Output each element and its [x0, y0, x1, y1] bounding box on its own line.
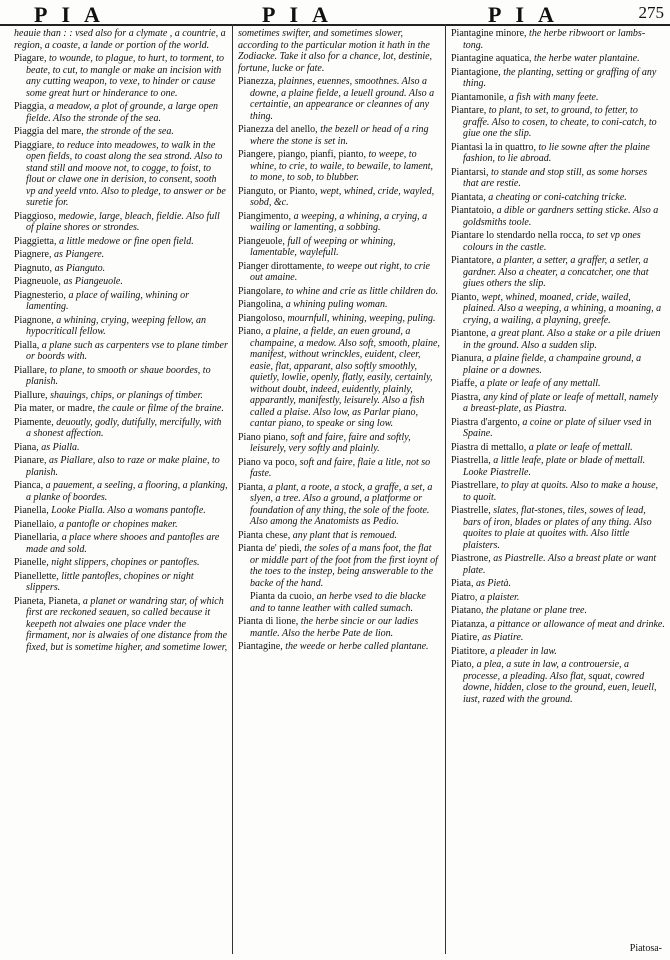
definition: the herbe water plantaine.	[534, 53, 640, 64]
dictionary-entry	[238, 211, 442, 234]
header-word-left: PIA	[34, 2, 114, 27]
dictionary-entry	[451, 632, 665, 644]
dictionary-entry	[451, 230, 665, 253]
definition: plainnes, euennes, smoothnes. Also a downe, a plaine fielde, a leuell ground. Also a certaintie, an appearance or cleannes of any thing.	[250, 76, 435, 122]
definition: night slippers, chopines or pantofles.	[51, 557, 200, 568]
running-header	[0, 0, 670, 27]
dictionary-entry	[238, 432, 442, 455]
definition: the stronde of the sea.	[86, 126, 174, 137]
headword: Piantasi la in quattro,	[451, 141, 539, 153]
dictionary-entry	[451, 659, 665, 705]
headword: Piamente,	[14, 416, 57, 428]
headword: Piagnone,	[14, 314, 57, 326]
definition: a plane such as carpenters vse to plane timber or boords with.	[26, 339, 228, 362]
definition: a plaister.	[479, 591, 520, 603]
definition: soft and faire, faire and softly, leisurely, very softly and plainly.	[250, 431, 411, 454]
headword: Piatro,	[451, 591, 480, 603]
headword: Piaggia,	[14, 101, 49, 112]
dictionary-entry	[451, 417, 665, 440]
headword: Pianta di lione,	[238, 616, 301, 627]
dictionary-entry	[451, 167, 665, 190]
definition: Looke Pialla. Also a womans pantofle.	[51, 505, 206, 516]
dictionary-entry	[14, 455, 228, 478]
headword: Piantagione,	[451, 66, 504, 78]
definition: to wounde, to plague, to hurt, to torment, to beate, to cut, to mangle or make an incision with any cutting weapon, to vexe, to hinder or cause some great hurt or hinderance to one.	[26, 53, 224, 99]
headword: Piagnere,	[14, 249, 54, 260]
definition: as Piastrelle. Also a breast plate or want plate.	[463, 553, 657, 576]
definition: a cheating or coni-catching tricke.	[488, 191, 627, 203]
headword: Piagneuole,	[14, 276, 64, 287]
headword: Pianelle,	[14, 557, 52, 568]
headword: Pianta de' piedi,	[238, 543, 305, 554]
headword: Pia mater, or madre,	[14, 403, 98, 414]
definition: to plant, to set, to ground, to fetter, to graffe. Also to cosen, to cheate, to coni-catch, to giue one the slip.	[463, 105, 657, 139]
definition: heauie than : : vsed also for a clymate , a countrie, a region, a coaste, a lande or portion of the world.	[14, 28, 226, 51]
dictionary-entry	[451, 192, 665, 204]
definition: soft and faire, flaie a litle, not so faste.	[250, 456, 431, 479]
headword: Piantata,	[451, 191, 489, 203]
headword: Piantone,	[451, 328, 491, 339]
dictionary-entry	[451, 67, 665, 90]
headword: Pianta chese,	[238, 529, 293, 541]
dictionary-entry	[14, 140, 228, 209]
definition: to reduce into meadowes, to walk in the open fields, to coast along the sea strond. Also to stand still and moove not, to cogge, to foist, to flout or clawe one in derision, to consent, sooth vp and yeeld vnto. Also to pledge, to answer or be suretie for.	[26, 139, 226, 208]
definition: a plate or leafe of mettall.	[528, 441, 633, 453]
headword: Piastrellare,	[451, 480, 501, 491]
definition: little pantofles, chopines or night slippers.	[26, 570, 194, 593]
definition: shauings, chips, or planings of timber.	[50, 389, 203, 401]
definition: the caule or filme of the braine.	[97, 403, 224, 414]
definition: wept, whined, cride, wayled, sobd, &c.	[250, 185, 435, 208]
dictionary-entry	[14, 417, 228, 440]
headword: Piano va poco,	[238, 456, 300, 468]
dictionary-entry	[451, 505, 665, 551]
definition: a pauement, a seeling, a flooring, a planking, a planke of boordes.	[26, 480, 228, 503]
dictionary-entry	[451, 28, 665, 51]
dictionary-entry	[451, 578, 665, 590]
definition: to set vp ones colours in the castle.	[463, 230, 641, 253]
headword: Piantamonile,	[451, 91, 509, 103]
dictionary-entry	[14, 442, 228, 454]
definition: the platane or plane tree.	[486, 605, 587, 616]
dictionary-entry	[14, 571, 228, 594]
headword: Piastra d'argento,	[451, 416, 523, 428]
column-divider-2	[445, 24, 446, 954]
header-rule	[0, 24, 670, 26]
dictionary-entry	[451, 553, 665, 576]
dictionary-entry	[238, 543, 442, 589]
dictionary-entry	[451, 442, 665, 454]
definition: a coine or plate of siluer vsed in Spaine.	[463, 416, 652, 439]
headword: Piagare,	[14, 53, 49, 64]
headword: Piaggiare,	[14, 139, 57, 151]
dictionary-entry	[14, 315, 228, 338]
definition: as Pietà.	[476, 578, 511, 589]
headword: Piangere, piango, pianfi, pianto,	[238, 149, 369, 160]
definition: a planet or wandring star, of which first are reckoned seauen, so called because it keepeth not alwaies one place vnder the firmament, nor is alwaies of one distance from the fixed, but is sometime higher, and sometime lower,	[26, 595, 228, 653]
definition: slates, flat-stones, tiles, sowes of lead, bars of iron, blades or plates of any thing. Also quoites to plaie at quoites with. Also little plaisters.	[463, 505, 652, 551]
dictionary-entry	[238, 616, 442, 639]
dictionary-entry	[238, 482, 442, 528]
headword: Piantare,	[451, 105, 489, 116]
definition: sometimes swifter, and sometimes slower, according to the particular motion it hath in the Zodiacke. Take it also for a chance, lot, destinie, fortune, lucke or fate.	[238, 28, 433, 74]
dictionary-entry	[451, 92, 665, 104]
dictionary-entry	[14, 340, 228, 363]
dictionary-entry	[238, 326, 442, 430]
dictionary-entry	[14, 263, 228, 275]
headword: Piangimento,	[238, 210, 294, 222]
definition: to weepe, to whine, to crie, to waile, to bewaile, to lament, to mone, to sob, to blubber.	[250, 149, 434, 183]
headword: Pianellaria,	[14, 532, 62, 543]
headword: Pianella,	[14, 505, 52, 516]
dictionary-entry	[238, 299, 442, 311]
definition: as Piangere.	[54, 249, 105, 260]
definition: to weepe out right, to crie out amaine.	[250, 260, 430, 283]
dictionary-entry	[451, 142, 665, 165]
definition: a planter, a setter, a graffer, a setler, a gardner. Also a cheater, a concatcher, one that giues others the slip.	[463, 255, 649, 289]
dictionary-entry	[238, 641, 442, 653]
headword: Pianta,	[238, 481, 268, 493]
headword: Piantagine minore,	[451, 28, 530, 39]
definition: any plant that is remoued.	[292, 529, 398, 541]
definition: a plea, a sute in law, a controuersie, a processe, a pleading. Also flat, squat, cowred downe, hidden, close to the ground, euen, leuell, iust, razed with the ground.	[463, 659, 657, 705]
dictionary-entry	[14, 596, 228, 654]
dictionary-entry	[451, 328, 665, 351]
definition: to stande and stop still, as some horses that are restie.	[463, 166, 648, 189]
headword: Piaggietta,	[14, 235, 59, 247]
dictionary-entry	[451, 592, 665, 604]
definition: the weede or herbe called plantane.	[285, 641, 429, 652]
headword: Piantagine aquatica,	[451, 53, 535, 64]
dictionary-entry	[14, 480, 228, 503]
definition: a whining puling woman.	[285, 299, 388, 310]
headword: Pianellette,	[14, 570, 62, 582]
headword: Piallare,	[14, 364, 50, 376]
definition: a plaine fielde, a champaine ground, a plaine or a downes.	[463, 353, 642, 376]
headword: Piagnuto,	[14, 262, 55, 274]
column-right	[451, 28, 665, 958]
headword: Piastrelle,	[451, 505, 494, 516]
definition: a plant, a roote, a stock, a graffe, a set, a slyen, a tree. Also a ground, a platforme or foundation of any thing, the sole of the foote. Also among the Anatomists as Pedio.	[250, 481, 433, 527]
definition: a plate or leafe of any mettall.	[479, 378, 601, 389]
dictionary-entry	[14, 557, 228, 569]
definition: a dible or gardners setting sticke. Also a goldsmiths toole.	[463, 205, 659, 228]
dictionary-entry	[238, 28, 442, 74]
headword: Piastrone,	[451, 553, 494, 564]
headword: Pialla,	[14, 339, 42, 351]
dictionary-entry	[238, 261, 442, 284]
definition: a little medowe or fine open field.	[59, 235, 194, 247]
headword: Pianura,	[451, 353, 487, 364]
dictionary-entry	[14, 28, 228, 51]
definition: a pantofle or chopines maker.	[59, 518, 178, 530]
definition: a place where shooes and pantofles are made and sold.	[26, 532, 220, 555]
headword: Piantare lo stendardo nella rocca,	[451, 230, 587, 241]
headword: Piano piano,	[238, 431, 291, 443]
headword: Piangolina,	[238, 299, 286, 310]
column-divider-1	[232, 24, 233, 954]
definition: full of weeping or whining, lamentable, waylefull.	[250, 235, 396, 258]
dictionary-entry	[451, 646, 665, 658]
dictionary-entry	[14, 211, 228, 234]
dictionary-entry	[238, 286, 442, 298]
dictionary-entry	[238, 186, 442, 209]
page-number: 275	[638, 3, 664, 22]
dictionary-entry	[238, 530, 442, 542]
headword: Pianeta, Pianeta,	[14, 595, 83, 607]
definition: a weeping, a whining, a crying, a wailing or lamenting, a sobbing.	[250, 210, 428, 233]
headword: Piaggioso,	[14, 210, 59, 222]
headword: Piaggia del mare,	[14, 126, 87, 137]
dictionary-entry	[451, 105, 665, 140]
headword: Piangolare,	[238, 285, 286, 297]
dictionary-entry	[451, 205, 665, 228]
definition: medowie, large, bleach, fieldie. Also full of plaine shores or strondes.	[26, 210, 220, 233]
headword: Piantarsi,	[451, 166, 491, 178]
definition: wept, whined, moaned, cride, wailed, plained. Also a weeping, a whining, a moaning, a crying, a wailing, a playning, greefe.	[463, 291, 662, 326]
definition: any kind of plate or leafe of mettall, namely a breast-plate, as Piastra.	[463, 391, 658, 414]
headword: Piatitore,	[451, 645, 490, 657]
definition: a fish with many feete.	[508, 91, 599, 103]
definition: as Piatire.	[482, 632, 524, 643]
definition: a whining, crying, weeping fellow, an hypocriticall fellow.	[26, 314, 207, 337]
dictionary-entry	[14, 403, 228, 415]
dictionary-entry	[14, 532, 228, 555]
headword: Piagnesterio,	[14, 289, 69, 301]
definition: a meadow, a plot of grounde, a large open fielde. Also the stronde of the sea.	[26, 101, 219, 124]
dictionary-entry	[14, 276, 228, 288]
definition: as Pianguto.	[54, 262, 106, 274]
definition: as Pialla.	[41, 441, 80, 453]
dictionary-entry	[238, 149, 442, 184]
dictionary-entry	[14, 365, 228, 388]
dictionary-entry	[14, 126, 228, 138]
dictionary-entry	[451, 53, 665, 65]
definition: a place of wailing, whining or lamenting.	[26, 289, 189, 312]
definition: the herbe sincie or our ladies mantle. Also the herbe Pate de lion.	[250, 616, 419, 639]
headword: Pianezza del anello,	[238, 124, 321, 135]
dictionary-entry	[451, 353, 665, 376]
dictionary-entry	[14, 390, 228, 402]
headword: Pianare,	[14, 455, 49, 466]
headword: Piastra,	[451, 391, 484, 403]
definition: to play at quoits. Also to make a house, to quoit.	[463, 480, 659, 503]
dictionary-entry	[14, 53, 228, 99]
definition: a pleader in law.	[489, 645, 557, 657]
headword: Pianellaio,	[14, 518, 59, 530]
headword: Piato,	[451, 659, 477, 670]
headword: Pianezza,	[238, 76, 279, 87]
headword: Piastra di mettallo,	[451, 441, 529, 453]
definition: deuoutly, godly, dutifully, mercifully, with a shonest affection.	[26, 416, 222, 439]
definition: a little leafe, plate or blade of mettall. Looke Piastrelle.	[463, 455, 646, 478]
headword: Pianto,	[451, 291, 482, 303]
definition: the bezell or head of a ring where the stone is set in.	[250, 124, 429, 147]
headword: Piatire,	[451, 632, 483, 643]
headword: Piantatore,	[451, 255, 497, 266]
dictionary-entry	[451, 378, 665, 390]
dictionary-entry	[238, 124, 442, 147]
dictionary-entry	[451, 392, 665, 415]
dictionary-entry	[238, 76, 442, 122]
definition: the soles of a mans foot, the flat or middle part of the foot from the first ioynt of the toes to the instep, being answerable to the backe of the hand.	[250, 543, 438, 589]
definition: a great plant. Also a stake or a pile driuen in the ground. Also a sudden slip.	[463, 328, 661, 351]
headword: Piastrella,	[451, 455, 494, 466]
headword: Piatanza,	[451, 618, 490, 630]
headword: Pianta da cuoio,	[250, 591, 317, 602]
headword: Piallure,	[14, 389, 51, 401]
headword: Piaffe,	[451, 378, 480, 389]
headword: Pianguto, or Pianto,	[238, 185, 320, 197]
header-word-right: PIA	[488, 2, 568, 27]
dictionary-entry	[238, 313, 442, 325]
definition: an herbe vsed to die blacke and to tanne leather with called sumach.	[250, 591, 426, 614]
dictionary-entry	[451, 619, 665, 631]
dictionary-entry	[14, 505, 228, 517]
definition: as Piangeuole.	[63, 276, 123, 287]
definition: a pittance or allowance of meat and drinke.	[489, 618, 665, 630]
dictionary-entry	[451, 255, 665, 290]
definition: to whine and crie as little children do.	[285, 285, 439, 297]
dictionary-entry	[451, 455, 665, 478]
dictionary-entry	[238, 591, 442, 614]
definition: the planting, setting or graffing of any thing.	[463, 66, 657, 89]
dictionary-entry	[451, 605, 665, 617]
header-word-center: PIA	[262, 2, 342, 27]
headword: Piantagine,	[238, 641, 286, 652]
definition: the herbe ribwoort or lambs-tong.	[463, 28, 646, 51]
headword: Piantatoio,	[451, 205, 497, 216]
dictionary-entry	[451, 480, 665, 503]
catchword: Piatosa-	[629, 943, 662, 954]
headword: Piangoloso,	[238, 312, 288, 324]
headword: Piatano,	[451, 605, 486, 616]
dictionary-entry	[14, 101, 228, 124]
headword: Piana,	[14, 441, 42, 453]
definition: as Piallare, also to raze or make plaine, to planish.	[26, 455, 220, 478]
headword: Piangeuole,	[238, 235, 288, 247]
headword: Pianca,	[14, 480, 46, 491]
dictionary-entry	[14, 519, 228, 531]
headword: Pianger dirottamente,	[238, 260, 327, 272]
dictionary-entry	[238, 236, 442, 259]
headword: Piata,	[451, 578, 476, 589]
definition: to plane, to smooth or shaue boordes, to planish.	[26, 364, 211, 387]
column-middle	[238, 28, 442, 958]
dictionary-entry	[451, 292, 665, 327]
headword: Piano,	[238, 326, 266, 337]
definition: to lie sowne after the plaine fashion, to lie abroad.	[463, 141, 650, 164]
dictionary-entry	[14, 236, 228, 248]
dictionary-entry	[14, 290, 228, 313]
definition: mournfull, whining, weeping, puling.	[287, 312, 436, 324]
definition: a plaine, a fielde, an euen ground, a champaine, a medow. Also soft, smooth, plaine, manifest, without wrinckles, euident, cleer, easie, flat, apparant, also softly smoothly, quietly, lowlie, openly, flatly, easily, certainly, without doubt, indeed, euidently, plainly, apparantly, manifestly, leisurely. Also a fish called a plaise. Also low, as Parlar piano, cantar piano, to speake or sing low.	[250, 326, 440, 429]
dictionary-entry	[238, 457, 442, 480]
column-left	[14, 28, 228, 958]
dictionary-entry	[14, 249, 228, 261]
